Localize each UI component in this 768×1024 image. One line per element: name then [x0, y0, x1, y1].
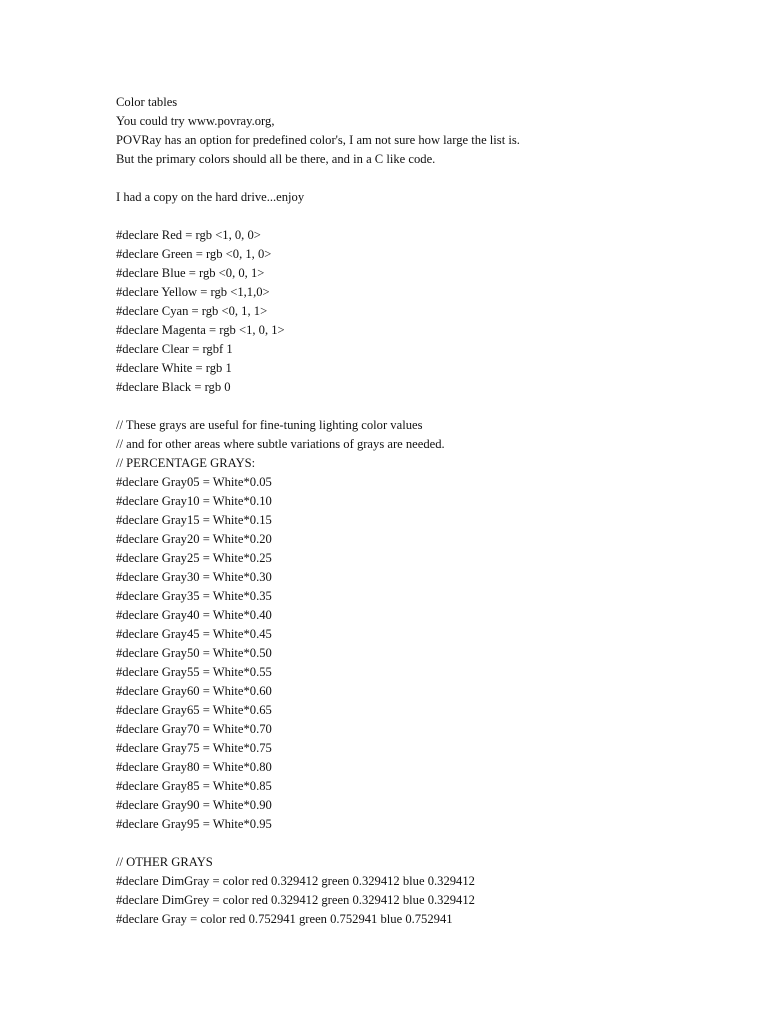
- other-gray-declare-line: #declare DimGray = color red 0.329412 green 0.329412 blue 0.329412: [116, 874, 475, 888]
- blank-line: [116, 834, 736, 853]
- blank-line: [116, 207, 736, 226]
- gray-declare-line: #declare Gray30 = White*0.30: [116, 570, 272, 584]
- blank-line: [116, 397, 736, 416]
- gray-declare-line: #declare Gray15 = White*0.15: [116, 513, 272, 527]
- declare-line: #declare Cyan = rgb <0, 1, 1>: [116, 304, 268, 318]
- declare-line: #declare Magenta = rgb <1, 0, 1>: [116, 323, 285, 337]
- other-gray-declare-line: #declare Gray = color red 0.752941 green 0.752941 blue 0.752941: [116, 912, 453, 926]
- gray-declare-line: #declare Gray10 = White*0.10: [116, 494, 272, 508]
- gray-declare-line: #declare Gray80 = White*0.80: [116, 760, 272, 774]
- declare-line: #declare Clear = rgbf 1: [116, 342, 233, 356]
- gray-declare-line: #declare Gray55 = White*0.55: [116, 665, 272, 679]
- declare-line: #declare Red = rgb <1, 0, 0>: [116, 228, 261, 242]
- document-body: [116, 93, 736, 929]
- blank-line: [116, 169, 736, 188]
- declare-line: #declare Blue = rgb <0, 0, 1>: [116, 266, 265, 280]
- gray-declare-line: #declare Gray25 = White*0.25: [116, 551, 272, 565]
- declare-line: #declare Yellow = rgb <1,1,0>: [116, 285, 270, 299]
- intro-line: Color tables: [116, 95, 178, 109]
- gray-declare-line: #declare Gray60 = White*0.60: [116, 684, 272, 698]
- declare-line: #declare Green = rgb <0, 1, 0>: [116, 247, 272, 261]
- gray-declare-line: #declare Gray75 = White*0.75: [116, 741, 272, 755]
- intro-line: POVRay has an option for predefined color's, I am not sure how large the list is.: [116, 133, 520, 147]
- copy-note: I had a copy on the hard drive...enjoy: [116, 190, 305, 204]
- other-gray-declare-line: #declare DimGrey = color red 0.329412 green 0.329412 blue 0.329412: [116, 893, 475, 907]
- intro-line: But the primary colors should all be there, and in a C like code.: [116, 152, 436, 166]
- gray-declare-line: #declare Gray50 = White*0.50: [116, 646, 272, 660]
- gray-declare-line: #declare Gray45 = White*0.45: [116, 627, 272, 641]
- gray-declare-line: #declare Gray85 = White*0.85: [116, 779, 272, 793]
- declare-line: #declare White = rgb 1: [116, 361, 232, 375]
- declare-line: #declare Black = rgb 0: [116, 380, 231, 394]
- gray-declare-line: #declare Gray90 = White*0.90: [116, 798, 272, 812]
- gray-declare-line: #declare Gray35 = White*0.35: [116, 589, 272, 603]
- gray-declare-line: #declare Gray05 = White*0.05: [116, 475, 272, 489]
- gray-declare-line: #declare Gray70 = White*0.70: [116, 722, 272, 736]
- comment-line: // PERCENTAGE GRAYS:: [116, 456, 256, 470]
- gray-declare-line: #declare Gray40 = White*0.40: [116, 608, 272, 622]
- gray-declare-line: #declare Gray65 = White*0.65: [116, 703, 272, 717]
- intro-line: You could try www.povray.org,: [116, 114, 275, 128]
- comment-line: // These grays are useful for fine-tuning lighting color values: [116, 418, 423, 432]
- comment-line: // and for other areas where subtle variations of grays are needed.: [116, 437, 445, 451]
- other-grays-heading: // OTHER GRAYS: [116, 855, 213, 869]
- gray-declare-line: #declare Gray20 = White*0.20: [116, 532, 272, 546]
- gray-declare-line: #declare Gray95 = White*0.95: [116, 817, 272, 831]
